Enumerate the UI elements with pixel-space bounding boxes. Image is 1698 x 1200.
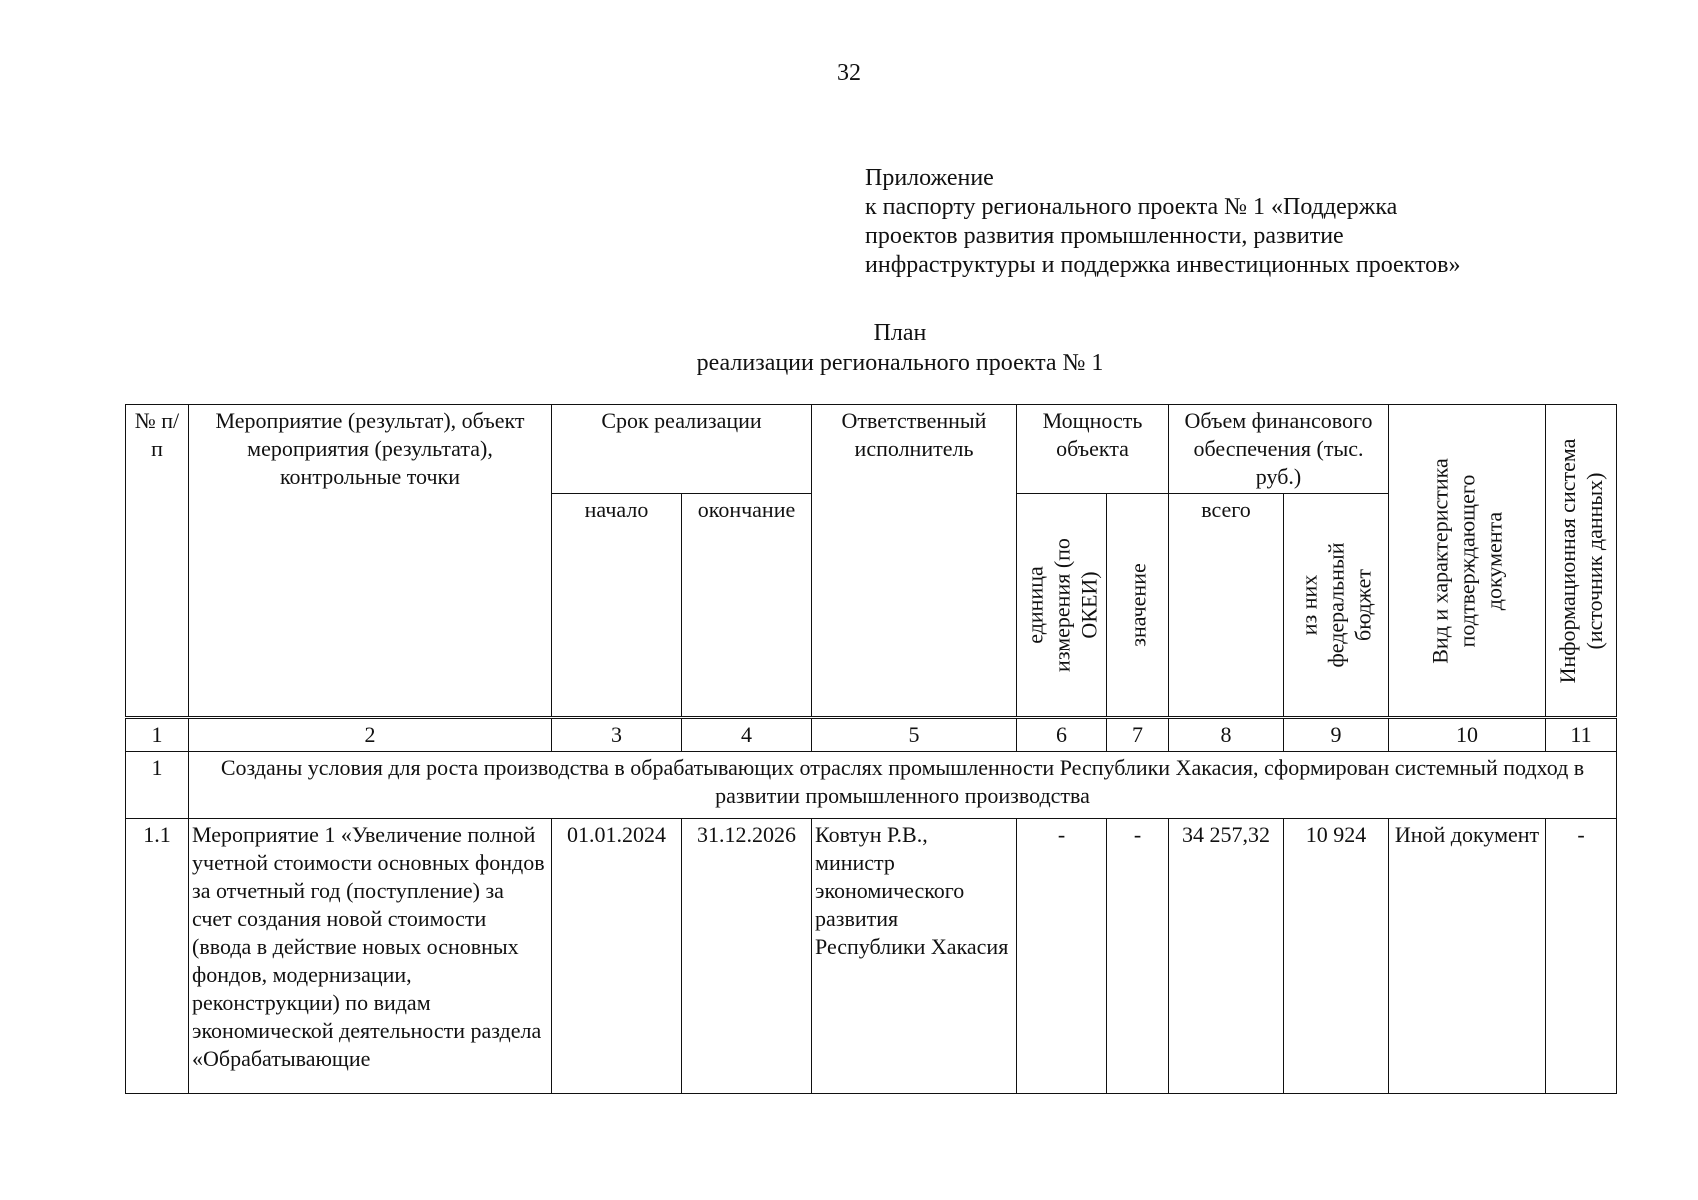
plan-title-line: План: [873, 320, 927, 346]
row-executor: Ковтун Р.В., министр экономического развития Республики Хакасия: [812, 819, 1017, 1094]
appendix-line: Приложение: [865, 165, 994, 191]
appendix-line: проектов развития промышленности, развитие: [865, 223, 1344, 249]
header-start: начало: [552, 494, 682, 718]
header-num: № п/п: [126, 405, 189, 718]
appendix-line: инфраструктуры и поддержка инвестиционных проектов»: [865, 252, 1461, 278]
row-num: 1.1: [126, 819, 189, 1094]
header-value-text: значение: [1125, 563, 1151, 647]
header-total: всего: [1169, 494, 1284, 718]
section-num: 1: [126, 752, 189, 819]
header-unit-line: ОКЕИ): [1076, 571, 1102, 639]
header-doc-line: Вид и характеристика: [1427, 457, 1453, 664]
plan-title: [560, 318, 1240, 378]
header-federal-line: федеральный: [1323, 542, 1349, 668]
appendix-line: к паспорту регионального проекта № 1 «Поддержка: [865, 194, 1398, 220]
column-number-row: [126, 718, 1617, 752]
header-federal-line: бюджет: [1350, 569, 1376, 641]
column-number: 3: [552, 718, 682, 752]
row-infosys: -: [1546, 819, 1617, 1094]
column-number: 11: [1546, 718, 1617, 752]
header-doc-line: документа: [1481, 511, 1507, 610]
header-unit-line: единица: [1022, 566, 1048, 644]
header-row-top: [126, 405, 1617, 494]
column-number: 8: [1169, 718, 1284, 752]
page-number: 32: [837, 60, 861, 86]
section-title: Созданы условия для роста производства в обрабатывающих отраслях промышленности Республики Хакасия, сформирован системный подход в развитии промышленного производства: [189, 752, 1617, 819]
header-term: Срок реализации: [552, 405, 812, 494]
table-row: [126, 819, 1617, 1094]
column-number: 7: [1107, 718, 1169, 752]
column-number: 5: [812, 718, 1017, 752]
header-federal: [1284, 494, 1389, 718]
header-unit: [1017, 494, 1107, 718]
row-unit: -: [1017, 819, 1107, 1094]
section-row: [126, 752, 1617, 819]
row-federal: 10 924: [1284, 819, 1389, 1094]
column-number: 2: [189, 718, 552, 752]
row-end: 31.12.2026: [682, 819, 812, 1094]
column-number: 9: [1284, 718, 1389, 752]
header-executor: Ответственный исполнитель: [812, 405, 1017, 718]
header-capacity: Мощность объекта: [1017, 405, 1169, 494]
column-number: 10: [1389, 718, 1546, 752]
row-event: Мероприятие 1 «Увеличение полной учетной стоимости основных фондов за отчетный год (поступление) за счет создания новой стоимости (ввода в действие новых основных фондов, модернизации, реконструкции) по видам экономической деятельности раздела «Обрабатывающие: [189, 819, 552, 1094]
column-number: 4: [682, 718, 812, 752]
column-number: 1: [126, 718, 189, 752]
plan-table: [125, 404, 1617, 1094]
header-federal-line: из них: [1296, 574, 1322, 636]
column-number: 6: [1017, 718, 1107, 752]
appendix-block: [865, 164, 1461, 280]
header-unit-line: измерения (по: [1049, 538, 1075, 672]
plan-title-line: реализации регионального проекта № 1: [696, 350, 1104, 376]
header-finance: Объем финансового обеспечения (тыс. руб.): [1169, 405, 1389, 494]
header-doc-line: подтверждающего: [1454, 474, 1480, 647]
row-value: -: [1107, 819, 1169, 1094]
header-end: окончание: [682, 494, 812, 718]
header-doc: [1389, 405, 1546, 718]
header-infosys: [1546, 405, 1617, 718]
header-infosys-line: (источник данных): [1582, 471, 1608, 650]
row-start: 01.01.2024: [552, 819, 682, 1094]
row-total: 34 257,32: [1169, 819, 1284, 1094]
header-event: Мероприятие (результат), объект мероприятия (результата), контрольные точки: [189, 405, 552, 718]
header-value: [1107, 494, 1169, 718]
header-infosys-line: Информационная система: [1555, 438, 1581, 683]
row-doc: Иной документ: [1389, 819, 1546, 1094]
